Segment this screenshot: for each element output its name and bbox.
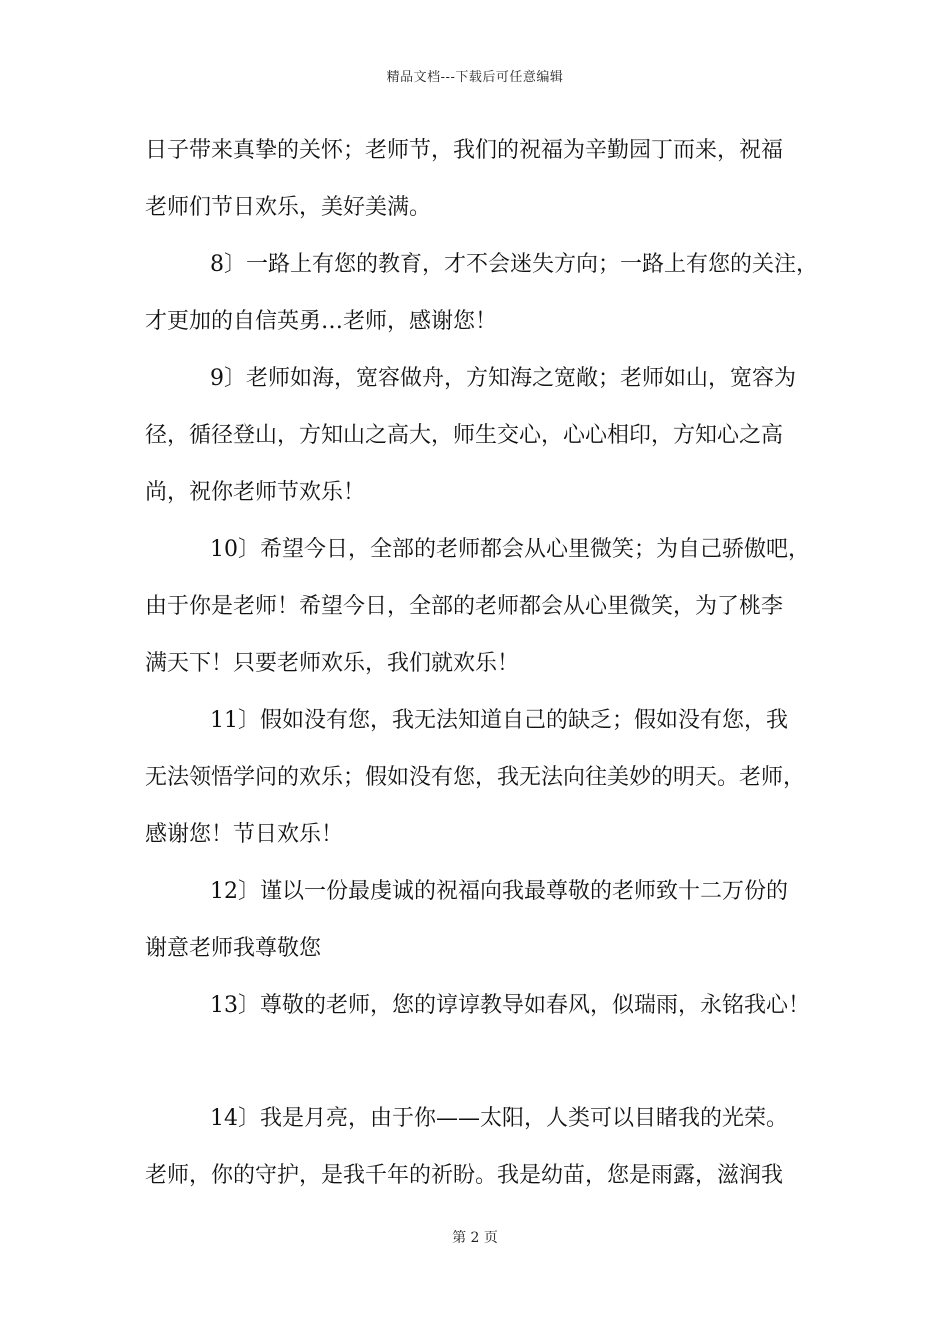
document-header: 精品文档---下载后可任意编辑: [386, 70, 564, 85]
page-number: 第 2 页: [452, 1230, 498, 1246]
paragraph-item-10: 10〕希望今日，全部的老师都会从心里微笑；为自己骄傲吧，: [210, 537, 810, 562]
text-line: 才更加的自信英勇…老师，感谢您！: [145, 309, 498, 334]
text-line: 满天下！只要老师欢乐，我们就欢乐！: [145, 651, 520, 676]
paragraph-item-11: 11〕假如没有您，我无法知道自己的缺乏；假如没有您，我: [210, 708, 788, 733]
text-line: 谢意老师我尊敬您: [145, 936, 322, 961]
text-line: 尚，祝你老师节欢乐！: [145, 480, 366, 505]
text-line: 老师，你的守护，是我千年的祈盼。我是幼苗，您是雨露，滋润我: [145, 1163, 784, 1188]
paragraph-item-9: 9〕老师如海，宽容做舟，方知海之宽敞；老师如山，宽容为: [210, 366, 796, 391]
paragraph-item-8: 8〕一路上有您的教育，才不会迷失方向；一路上有您的关注，: [210, 252, 818, 277]
text-line: 老师们节日欢乐，美好美满。: [145, 195, 432, 220]
paragraph-gap: [145, 1040, 835, 1096]
text-line: 无法领悟学问的欢乐；假如没有您，我无法向往美妙的明天。老师，: [145, 765, 806, 790]
text-line: 感谢您！节日欢乐！: [145, 822, 344, 847]
text-line: 由于你是老师！希望今日，全部的老师都会从心里微笑，为了桃李: [145, 594, 784, 619]
document-body: [145, 128, 835, 1210]
paragraph-item-14: 14〕我是月亮，由于你——太阳，人类可以目睹我的光荣。: [210, 1106, 788, 1131]
paragraph-item-13: 13〕尊敬的老师，您的谆谆教导如春风，似瑞雨，永铭我心！: [210, 993, 810, 1018]
paragraph-item-12: 12〕谨以一份最虔诚的祝福向我最尊敬的老师致十二万份的: [210, 879, 788, 904]
text-line: 日子带来真挚的关怀；老师节，我们的祝福为辛勤园丁而来，祝福: [145, 138, 784, 163]
text-line: 径，循径登山，方知山之高大，师生交心，心心相印，方知心之高: [145, 423, 784, 448]
